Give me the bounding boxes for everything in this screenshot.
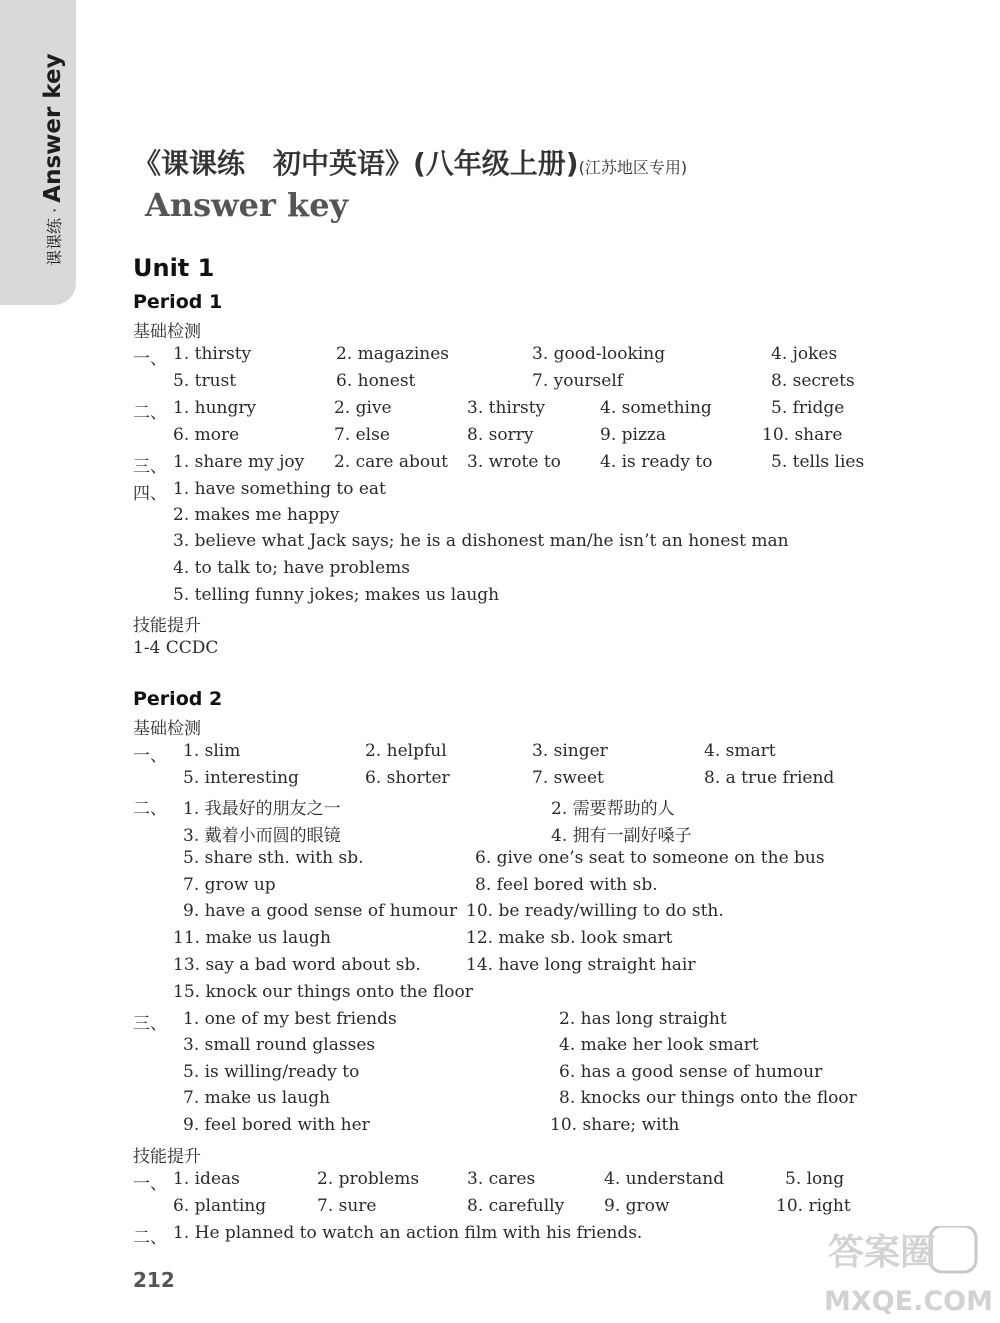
answer: 4. something — [600, 398, 712, 418]
answer: 6. planting — [173, 1196, 267, 1216]
answer: 8. feel bored with sb. — [475, 875, 658, 895]
answer: 4. 拥有一副好嗓子 — [551, 826, 692, 846]
p1-section-skills: 技能提升 — [133, 616, 201, 636]
watermark-text-top: 答案圈 — [828, 1232, 937, 1273]
title-main: 《课课练 初中英语》(八年级上册) — [133, 147, 579, 180]
answer: 2. magazines — [336, 344, 450, 364]
p2-section-skills: 技能提升 — [133, 1147, 201, 1167]
period-1-heading: Period 1 — [133, 291, 223, 313]
answer: 1. ideas — [173, 1169, 240, 1189]
p1-l3-marker: 二、 — [133, 403, 167, 423]
p1-l6-marker: 四、 — [133, 484, 167, 504]
side-dot: · — [45, 202, 64, 218]
p2-b1-marker: 二、 — [133, 799, 167, 819]
answer: 6. more — [173, 425, 240, 445]
answer: 12. make sb. look smart — [466, 928, 673, 948]
period-2-heading: Period 2 — [133, 688, 223, 710]
page-number: 212 — [133, 1268, 175, 1292]
p2-e1-marker: 二、 — [133, 1228, 167, 1248]
answer: 7. grow up — [183, 875, 276, 895]
answer: 1. share my joy — [173, 452, 305, 472]
answer: 8. carefully — [467, 1196, 565, 1216]
p2-section-basic: 基础检测 — [133, 719, 201, 739]
answer: 7. else — [334, 425, 390, 445]
answer: 2. makes me happy — [173, 505, 340, 525]
answer: 8. sorry — [467, 425, 534, 445]
answer: 3. singer — [532, 741, 608, 761]
answer: 3. cares — [467, 1169, 536, 1189]
title-english: Answer key — [145, 186, 349, 224]
answer: 1. slim — [183, 741, 241, 761]
answer: 7. sweet — [532, 768, 604, 788]
answer: 8. a true friend — [704, 768, 835, 788]
answer: 2. care about — [334, 452, 448, 472]
watermark-logo — [822, 1226, 994, 1318]
answer: 6. honest — [336, 371, 416, 391]
answer: 9. feel bored with her — [183, 1115, 370, 1135]
answer: 3. 戴着小而圆的眼镜 — [183, 826, 341, 846]
answer: 7. sure — [317, 1196, 377, 1216]
p2-c1-marker: 三、 — [133, 1014, 167, 1034]
answer: 1. one of my best friends — [183, 1009, 397, 1029]
side-prefix: 课课练 — [45, 217, 64, 266]
answer: 13. say a bad word about sb. — [173, 955, 421, 975]
answer: 9. have a good sense of humour — [183, 901, 458, 921]
answer: 10. be ready/willing to do sth. — [466, 901, 724, 921]
p1-section-basic: 基础检测 — [133, 322, 201, 342]
title-chinese — [133, 142, 687, 182]
answer: 10. share — [762, 425, 843, 445]
side-answer-key: Answer key — [40, 53, 66, 203]
answer: 15. knock our things onto the floor — [173, 982, 473, 1002]
answer: 2. has long straight — [559, 1009, 727, 1029]
answer: 6. give one’s seat to someone on the bus — [475, 848, 825, 868]
answer: 3. small round glasses — [183, 1035, 376, 1055]
answer: 5. is willing/ready to — [183, 1062, 360, 1082]
answer: 4. is ready to — [600, 452, 713, 472]
answer: 6. shorter — [365, 768, 450, 788]
answer: 2. give — [334, 398, 392, 418]
p1-l5-marker: 三、 — [133, 457, 167, 477]
answer: 1. He planned to watch an action film with his friends. — [173, 1223, 643, 1243]
answer: 10. share; with — [550, 1115, 680, 1135]
answer: 9. pizza — [600, 425, 666, 445]
answer: 5. trust — [173, 371, 237, 391]
answer: 14. have long straight hair — [466, 955, 696, 975]
p1-l1-marker: 一、 — [133, 349, 167, 369]
p2-a1-marker: 一、 — [133, 746, 167, 766]
answer: 1. 我最好的朋友之一 — [183, 799, 341, 819]
answer: 3. wrote to — [467, 452, 561, 472]
answer: 9. grow — [604, 1196, 670, 1216]
answer: 8. secrets — [771, 371, 855, 391]
answer: 4. understand — [604, 1169, 725, 1189]
p2-d1-marker: 一、 — [133, 1174, 167, 1194]
answer: 7. make us laugh — [183, 1088, 331, 1108]
answer: 4. jokes — [771, 344, 838, 364]
answer: 5. fridge — [771, 398, 845, 418]
answer: 4. smart — [704, 741, 776, 761]
answer: 3. good-looking — [532, 344, 666, 364]
answer: 2. problems — [317, 1169, 420, 1189]
answer: 10. right — [776, 1196, 851, 1216]
answer: 4. make her look smart — [559, 1035, 759, 1055]
answer: 3. thirsty — [467, 398, 546, 418]
answer: 4. to talk to; have problems — [173, 558, 411, 578]
side-label — [40, 53, 66, 266]
answer: 2. 需要帮助的人 — [551, 799, 675, 819]
answer: 2. helpful — [365, 741, 447, 761]
answer: 11. make us laugh — [173, 928, 331, 948]
answer: 5. tells lies — [771, 452, 865, 472]
answer: 7. yourself — [532, 371, 624, 391]
answer: 5. telling funny jokes; makes us laugh — [173, 585, 500, 605]
title-sub: (江苏地区专用) — [578, 158, 688, 177]
answer: 8. knocks our things onto the floor — [559, 1088, 857, 1108]
answer: 1. hungry — [173, 398, 257, 418]
answer: 1-4 CCDC — [133, 638, 219, 658]
answer: 5. long — [785, 1169, 845, 1189]
answer: 1. thirsty — [173, 344, 252, 364]
answer: 3. believe what Jack says; he is a dishonest man/he isn’t an honest man — [173, 531, 789, 551]
answer: 5. share sth. with sb. — [183, 848, 364, 868]
answer: 1. have something to eat — [173, 479, 386, 499]
unit-heading: Unit 1 — [133, 254, 215, 282]
answer: 6. has a good sense of humour — [559, 1062, 823, 1082]
answer: 5. interesting — [183, 768, 299, 788]
watermark-text-bottom: MXQE.COM — [824, 1286, 993, 1317]
